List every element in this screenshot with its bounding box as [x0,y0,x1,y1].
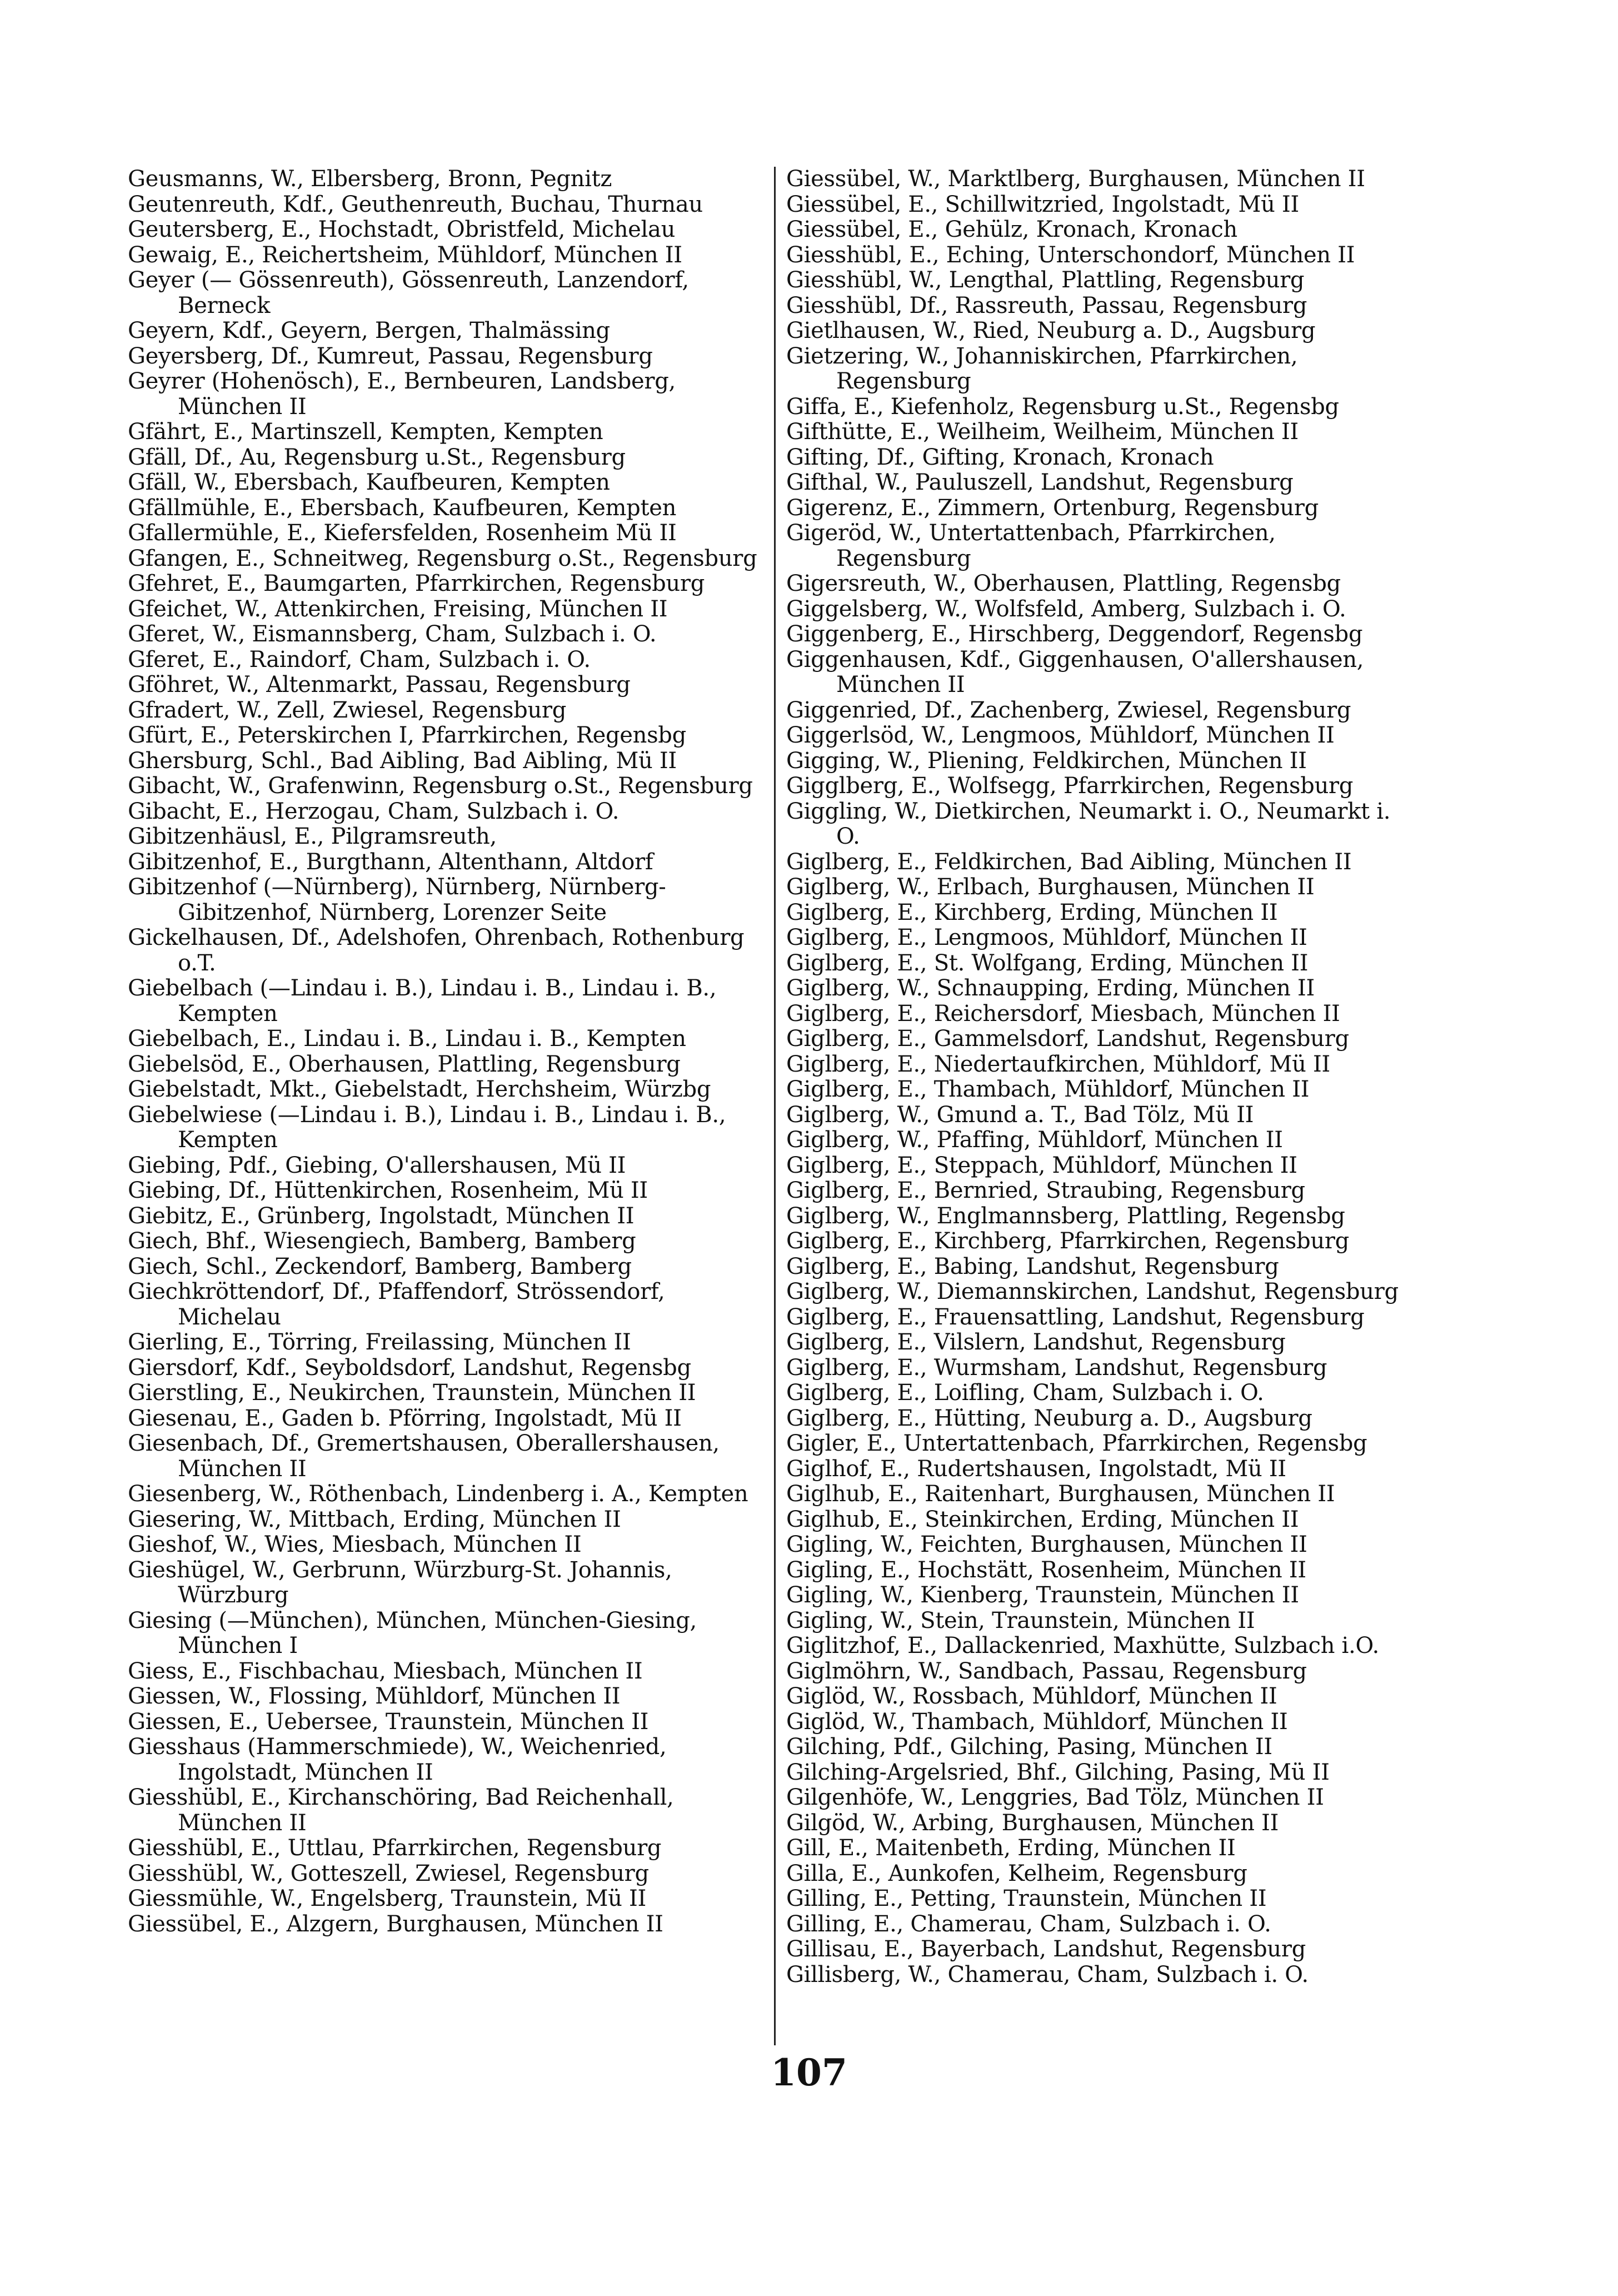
directory-entry: Giessübel, E., Gehülz, Kronach, Kronach [786,217,1237,242]
directory-entry: Giech, Bhf., Wiesengiech, Bamberg, Bamberg [128,1228,636,1254]
directory-entry: Gierling, E., Törring, Freilassing, München II [128,1329,631,1355]
directory-entry: Gfeichet, W., Attenkirchen, Freising, München II [128,596,668,622]
column-divider [774,167,776,2045]
directory-entry: Gilling, E., Chamerau, Cham, Sulzbach i. O. [786,1911,1271,1937]
directory-entry: Gibacht, E., Herzogau, Cham, Sulzbach i. O. [128,798,620,824]
directory-entry: Giebing, Df., Hüttenkirchen, Rosenheim, Mü II [128,1178,648,1203]
directory-entry: Gieshügel, W., Gerbrunn, Würzburg-St. Johannis, Würzburg [128,1557,672,1608]
directory-entry: Giglberg, W., Englmannsberg, Plattling, Regensbg [786,1203,1345,1229]
directory-entry: Gfäll, Df., Au, Regensburg u.St., Regensburg [128,444,626,470]
directory-entry: Giesshübl, W., Gotteszell, Zwiesel, Regensburg [128,1860,649,1886]
directory-entry: Gifthütte, E., Weilheim, Weilheim, München II [786,419,1299,445]
directory-entry: Giggenberg, E., Hirschberg, Deggendorf, Regensbg [786,621,1363,647]
directory-entry: Gibitzenhäusl, E., Pilgramsreuth, [128,824,497,849]
directory-entry: Geyrer (Hohenösch), E., Bernbeuren, Landsberg, München II [128,368,676,420]
directory-entry: Gibitzenhof (—Nürnberg), Nürnberg, Nürnberg-Gibitzenhof, Nürnberg, Lorenzer Seite [128,874,666,925]
page-number: 107 [771,2051,847,2094]
directory-entry: Giebelwiese (—Lindau i. B.), Lindau i. B., Lindau i. B., Kempten [128,1102,726,1153]
left-column [128,167,772,1937]
directory-entry: Giesenau, E., Gaden b. Pförring, Ingolstadt, Mü II [128,1405,682,1431]
directory-entry: Giglberg, E., Loifling, Cham, Sulzbach i. O. [786,1380,1264,1406]
directory-entry: Gilla, E., Aunkofen, Kelheim, Regensburg [786,1860,1247,1886]
directory-entry: Giggelsberg, W., Wolfsfeld, Amberg, Sulzbach i. O. [786,596,1346,622]
directory-entry: Giglberg, E., Babing, Landshut, Regensburg [786,1253,1279,1279]
directory-entry: Geutersberg, E., Hochstadt, Obristfeld, Michelau [128,217,676,242]
directory-entry: Giesshübl, E., Uttlau, Pfarrkirchen, Regensburg [128,1835,662,1861]
directory-entry: Gigersreuth, W., Oberhausen, Plattling, Regensbg [786,571,1341,596]
directory-entry: Giglitzhof, E., Dallackenried, Maxhütte, Sulzbach i.O. [786,1633,1380,1659]
directory-entry: Gilching-Argelsried, Bhf., Gilching, Pasing, Mü II [786,1759,1330,1785]
directory-entry: Giesshübl, Df., Rassreuth, Passau, Regensburg [786,292,1307,318]
directory-entry: Gföhret, W., Altenmarkt, Passau, Regensburg [128,672,631,698]
directory-entry: Gietlhausen, W., Ried, Neuburg a. D., Augsburg [786,318,1316,343]
directory-entry: Gifthal, W., Pauluszell, Landshut, Regensburg [786,470,1294,495]
directory-entry: Giesshaus (Hammerschmiede), W., Weichenried, Ingolstadt, München II [128,1734,667,1785]
directory-entry: Giglberg, E., Gammelsdorf, Landshut, Regensburg [786,1026,1349,1052]
directory-entry: Giessen, W., Flossing, Mühldorf, München II [128,1684,621,1709]
directory-entry: Gfährt, E., Martinszell, Kempten, Kempten [128,419,603,445]
directory-entry: Giech, Schl., Zeckendorf, Bamberg, Bamberg [128,1253,632,1279]
directory-entry: Giesing (—München), München, München-Giesing, München I [128,1607,697,1659]
directory-entry: Gigling, W., Feichten, Burghausen, München II [786,1532,1307,1557]
directory-entry: Giglöd, W., Rossbach, Mühldorf, München II [786,1684,1277,1709]
directory-entry: Giessübel, W., Marktlberg, Burghausen, München II [786,166,1365,192]
directory-entry: Giglhub, E., Steinkirchen, Erding, München II [786,1506,1299,1532]
directory-entry: Gietzering, W., Johanniskirchen, Pfarrkirchen, Regensburg [786,343,1298,394]
directory-entry: Giglmöhrn, W., Sandbach, Passau, Regensburg [786,1658,1307,1684]
directory-entry: Gill, E., Maitenbeth, Erding, München II [786,1835,1236,1861]
directory-entry: Gierstling, E., Neukirchen, Traunstein, München II [128,1380,696,1406]
directory-entry: Gfradert, W., Zell, Zwiesel, Regensburg [128,697,567,723]
directory-entry: Giesering, W., Mittbach, Erding, München II [128,1506,621,1532]
directory-entry: Giebelstadt, Mkt., Giebelstadt, Herchsheim, Würzbg [128,1077,711,1102]
directory-entry: Gigling, W., Stein, Traunstein, München II [786,1607,1255,1633]
directory-entry: Gfäll, W., Ebersbach, Kaufbeuren, Kempten [128,470,610,495]
directory-entry: Giersdorf, Kdf., Seyboldsdorf, Landshut, Regensbg [128,1354,691,1381]
directory-entry: Gferet, W., Eismannsberg, Cham, Sulzbach i. O. [128,621,657,647]
directory-entry: Giglberg, W., Gmund a. T., Bad Tölz, Mü II [786,1102,1254,1128]
directory-entry: Giglberg, E., Kirchberg, Erding, München II [786,899,1278,925]
directory-entry: Giglberg, E., Steppach, Mühldorf, München II [786,1152,1297,1178]
directory-entry: Giglberg, E., Lengmoos, Mühldorf, München II [786,925,1307,950]
directory-entry: Giglberg, E., Bernried, Straubing, Regensburg [786,1178,1305,1203]
directory-entry: Gfehret, E., Baumgarten, Pfarrkirchen, Regensburg [128,571,705,596]
directory-entry: Gibitzenhof, E., Burgthann, Altenthann, Altdorf [128,849,653,875]
directory-entry: Gigling, E., Hochstätt, Rosenheim, München II [786,1557,1306,1583]
directory-entry: Giessübel, E., Alzgern, Burghausen, München II [128,1911,663,1937]
directory-entry: Giglberg, E., Feldkirchen, Bad Aibling, München II [786,849,1352,875]
directory-entry: Gfällmühle, E., Ebersbach, Kaufbeuren, Kempten [128,495,677,521]
directory-entry: Gickelhausen, Df., Adelshofen, Ohrenbach, Rothenburg o.T. [128,925,745,976]
directory-entry: Giglberg, E., Wurmsham, Landshut, Regensburg [786,1354,1327,1381]
directory-entry: Giessen, E., Uebersee, Traunstein, München II [128,1709,649,1735]
directory-entry: Gigglberg, E., Wolfsegg, Pfarrkirchen, Regensburg [786,773,1354,799]
directory-entry: Giglberg, E., Thambach, Mühldorf, München II [786,1077,1310,1102]
directory-entry: Giebelbach (—Lindau i. B.), Lindau i. B., Lindau i. B., Kempten [128,975,717,1027]
directory-entry: Giglberg, E., Reichersdorf, Miesbach, München II [786,1000,1340,1027]
directory-entry: Giglberg, W., Diemannskirchen, Landshut, Regensburg [786,1279,1399,1304]
directory-entry: Gigling, W., Kienberg, Traunstein, München II [786,1582,1299,1608]
directory-entry: Geutenreuth, Kdf., Geuthenreuth, Buchau, Thurnau [128,191,703,217]
directory-entry: Giggenried, Df., Zachenberg, Zwiesel, Regensburg [786,697,1351,723]
directory-entry: Giglberg, E., Hütting, Neuburg a. D., Augsburg [786,1405,1312,1431]
directory-entry: Giess, E., Fischbachau, Miesbach, München II [128,1658,643,1684]
directory-entry: Giebing, Pdf., Giebing, O'allershausen, Mü II [128,1152,626,1178]
directory-entry: Giglberg, E., Niedertaufkirchen, Mühldorf, Mü II [786,1051,1330,1077]
directory-entry: Gfallermühle, E., Kiefersfelden, Rosenheim Mü II [128,520,677,546]
directory-entry: Giglhof, E., Rudertshausen, Ingolstadt, Mü II [786,1456,1286,1482]
directory-entry: Giesshübl, E., Kirchanschöring, Bad Reichenhall, München II [128,1785,674,1836]
directory-entry: Gilching, Pdf., Gilching, Pasing, München II [786,1734,1272,1760]
directory-entry: Gibacht, W., Grafenwinn, Regensburg o.St., Regensburg [128,773,753,799]
directory-entry: Giesshübl, E., Eching, Unterschondorf, München II [786,242,1355,268]
directory-entry: Geyer (— Gössenreuth), Gössenreuth, Lanzendorf, Berneck [128,267,689,318]
directory-entry: Giglberg, W., Schnaupping, Erding, München II [786,975,1315,1001]
directory-entry: Giessübel, E., Schillwitzried, Ingolstadt, Mü II [786,191,1300,217]
directory-entry: Giesshübl, W., Lengthal, Plattling, Regensburg [786,267,1305,293]
directory-entry: Giglhub, E., Raitenhart, Burghausen, München II [786,1481,1335,1507]
directory-entry: Gigerenz, E., Zimmern, Ortenburg, Regensburg [786,495,1319,521]
directory-entry: Giebelsöd, E., Oberhausen, Plattling, Regensburg [128,1051,681,1077]
directory-entry: Gilling, E., Petting, Traunstein, München II [786,1886,1267,1911]
directory-entry: Giglberg, E., Frauensattling, Landshut, Regensburg [786,1304,1365,1330]
directory-entry: Giglberg, W., Pfaffing, Mühldorf, München II [786,1127,1283,1153]
directory-entry: Gigeröd, W., Untertattenbach, Pfarrkirchen, Regensburg [786,520,1276,571]
directory-entry: Geusmanns, W., Elbersberg, Bronn, Pegnitz [128,166,612,192]
directory-entry: Gillisberg, W., Chamerau, Cham, Sulzbach i. O. [786,1961,1309,1988]
directory-entry: Giechkröttendorf, Df., Pfaffendorf, Strössendorf, Michelau [128,1279,665,1330]
directory-entry: Giglberg, W., Erlbach, Burghausen, München II [786,874,1315,900]
directory-entry: Gfangen, E., Schneitweg, Regensburg o.St., Regensburg [128,545,757,571]
directory-entry: Giebelbach, E., Lindau i. B., Lindau i. B., Kempten [128,1026,686,1052]
directory-entry: Giggerlsöd, W., Lengmoos, Mühldorf, München II [786,723,1335,748]
directory-entry: Gigging, W., Pliening, Feldkirchen, München II [786,748,1307,774]
directory-entry: Gigler, E., Untertattenbach, Pfarrkirchen, Regensbg [786,1431,1367,1456]
directory-entry: Gewaig, E., Reichertsheim, Mühldorf, München II [128,242,682,268]
directory-entry: Gilgenhöfe, W., Lenggries, Bad Tölz, München II [786,1785,1324,1810]
directory-entry: Giessmühle, W., Engelsberg, Traunstein, Mü II [128,1886,647,1911]
directory-entry: Geyersberg, Df., Kumreut, Passau, Regensburg [128,343,653,369]
directory-entry: Giggenhausen, Kdf., Giggenhausen, O'allershausen, München II [786,646,1364,698]
directory-entry: Gieshof, W., Wies, Miesbach, München II [128,1532,582,1557]
directory-entry: Giglöd, W., Thambach, Mühldorf, München II [786,1709,1288,1735]
directory-entry: Giglberg, E., Kirchberg, Pfarrkirchen, Regensburg [786,1228,1350,1254]
directory-entry: Giglberg, E., St. Wolfgang, Erding, München II [786,950,1309,976]
directory-entry: Ghersburg, Schl., Bad Aibling, Bad Aibling, Mü II [128,748,677,774]
directory-entry: Gferet, E., Raindorf, Cham, Sulzbach i. O. [128,646,591,673]
directory-entry: Giggling, W., Dietkirchen, Neumarkt i. O., Neumarkt i. O. [786,798,1391,849]
directory-entry: Giffa, E., Kiefenholz, Regensburg u.St., Regensbg [786,394,1339,420]
directory-entry: Gifting, Df., Gifting, Kronach, Kronach [786,444,1214,470]
directory-entry: Gilgöd, W., Arbing, Burghausen, München II [786,1810,1279,1836]
directory-entry: Geyern, Kdf., Geyern, Bergen, Thalmässing [128,318,610,343]
directory-entry: Giesenberg, W., Röthenbach, Lindenberg i. A., Kempten [128,1481,748,1507]
directory-entry: Giesenbach, Df., Gremertshausen, Oberallershausen, München II [128,1431,720,1482]
right-column [786,167,1414,1988]
directory-entry: Gillisau, E., Bayerbach, Landshut, Regensburg [786,1936,1306,1962]
directory-entry: Giglberg, E., Vilslern, Landshut, Regensburg [786,1329,1286,1355]
directory-entry: Gfürt, E., Peterskirchen I, Pfarrkirchen, Regensbg [128,723,686,748]
directory-entry: Giebitz, E., Grünberg, Ingolstadt, München II [128,1203,635,1229]
